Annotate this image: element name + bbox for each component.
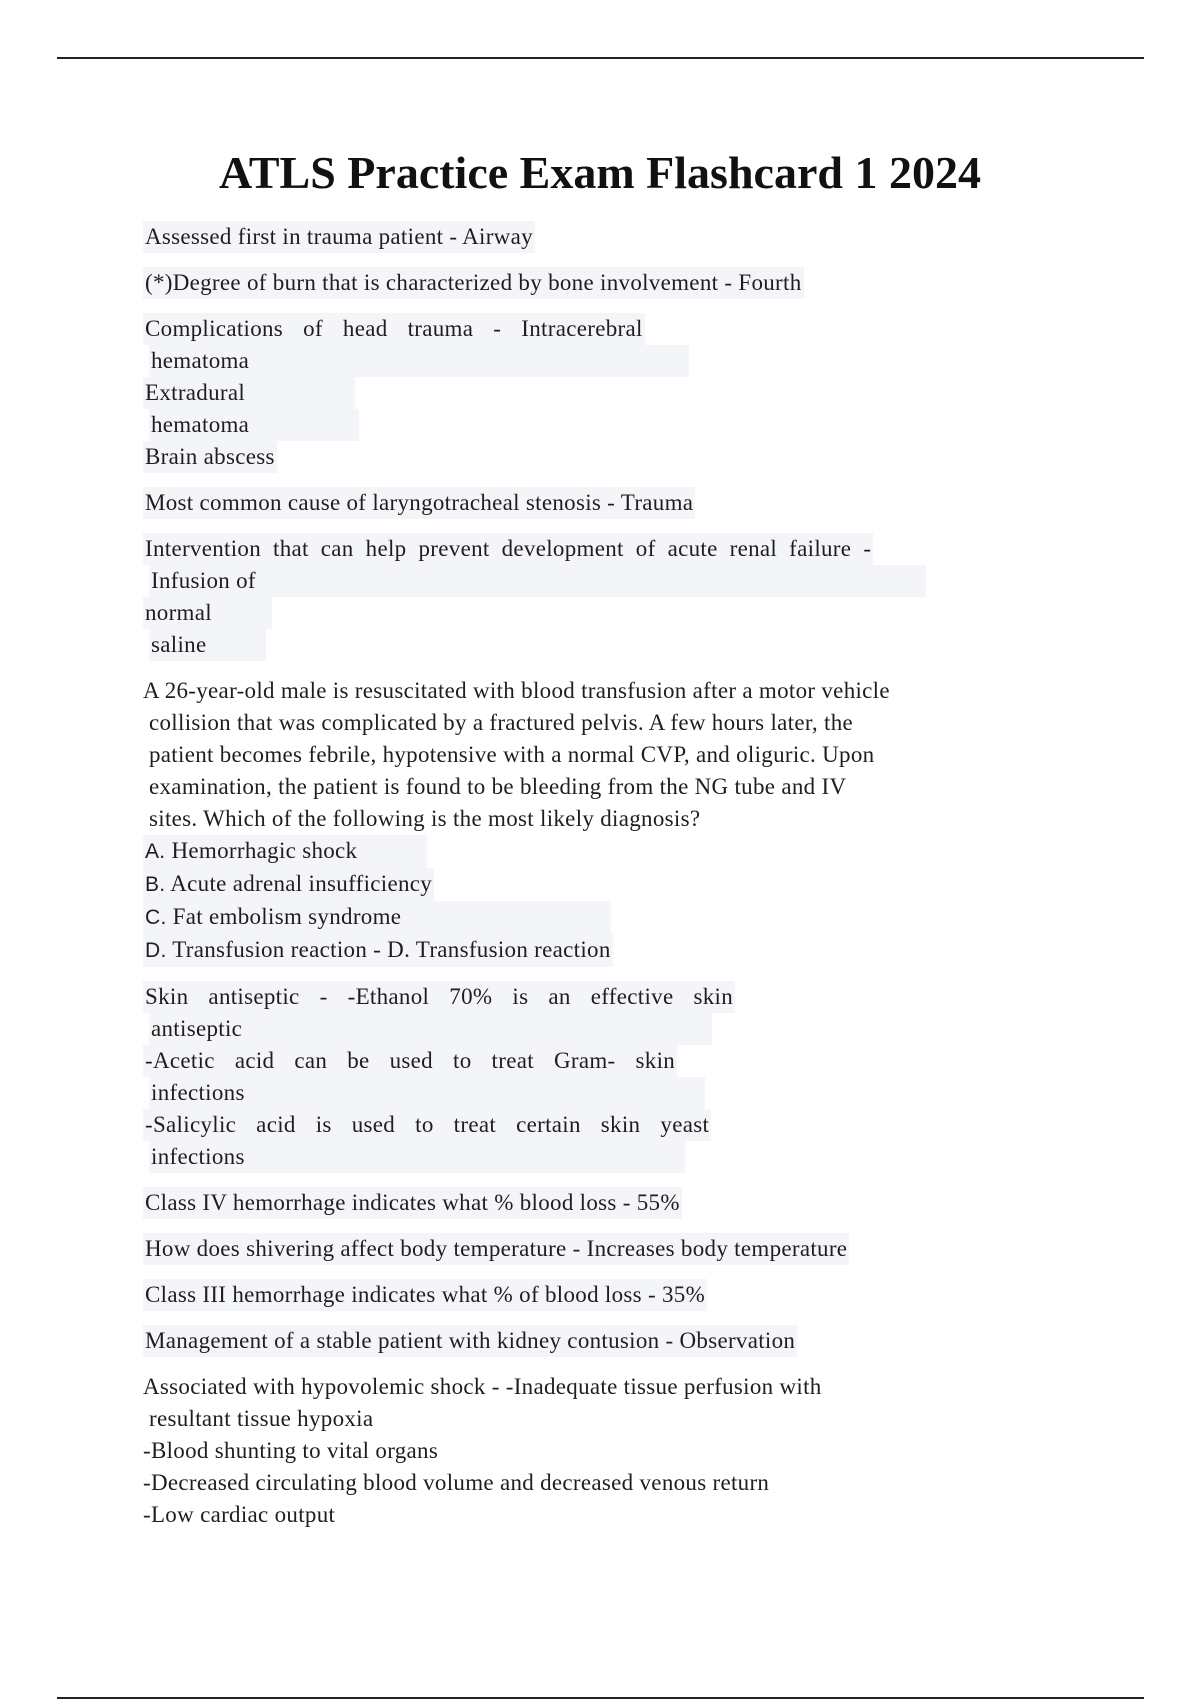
flashcard-2 [143, 267, 1043, 299]
flashcard-10 [143, 1279, 1043, 1311]
flashcard-line: -Blood shunting to vital organs [143, 1438, 439, 1463]
flashcard-line: Associated with hypovolemic shock - -Inadequate tissue perfusion with [143, 1374, 822, 1399]
flashcard-line: infections [149, 1141, 685, 1173]
option-text: Acute adrenal insufficiency [170, 871, 433, 896]
bottom-divider [57, 1697, 1144, 1699]
flashcard-list [143, 221, 1043, 1545]
flashcard-text: Class IV hemorrhage indicates what % blood loss - 55% [143, 1187, 682, 1219]
flashcard-5 [143, 533, 1043, 661]
flashcard-6 [143, 675, 1043, 967]
flashcard-text: Class III hemorrhage indicates what % of blood loss - 35% [143, 1279, 707, 1311]
answer-option-c [143, 901, 1043, 934]
flashcard-3 [143, 313, 1043, 473]
flashcard-line: resultant tissue hypoxia [149, 1406, 374, 1431]
option-text: Hemorrhagic shock [171, 838, 358, 863]
flashcard-line: -Decreased circulating blood volume and decreased venous return [143, 1470, 770, 1495]
flashcard-line: -Low cardiac output [143, 1502, 336, 1527]
question-line: patient becomes febrile, hypotensive with a normal CVP, and oliguric. Upon [149, 742, 875, 767]
flashcard-line: Extradural [143, 377, 355, 409]
page-title: ATLS Practice Exam Flashcard 1 2024 [219, 147, 981, 198]
answer-option-d [143, 934, 1043, 967]
flashcard-line: hematoma [149, 409, 359, 441]
flashcard-text: (*)Degree of burn that is characterized by bone involvement - Fourth [143, 267, 804, 299]
flashcard-line: Brain abscess [143, 441, 277, 473]
flashcard-7 [143, 981, 1043, 1173]
flashcard-9 [143, 1233, 1043, 1265]
flashcard-8 [143, 1187, 1043, 1219]
flashcard-line: -Acetic acid can be used to treat Gram- skin [143, 1045, 677, 1077]
option-text: Transfusion reaction - D. Transfusion reaction [172, 937, 611, 962]
flashcard-line: Complications of head trauma - Intracerebral [143, 313, 645, 345]
question-line: sites. Which of the following is the most likely diagnosis? [149, 806, 701, 831]
flashcard-text: How does shivering affect body temperature - Increases body temperature [143, 1233, 849, 1265]
answer-option-a [143, 835, 1043, 868]
top-divider [57, 57, 1144, 59]
option-letter: B. [145, 873, 166, 896]
flashcard-line: saline [149, 629, 266, 661]
flashcard-line: infections [149, 1077, 705, 1109]
flashcard-line: hematoma [149, 345, 689, 377]
flashcard-line: antiseptic [149, 1013, 712, 1045]
flashcard-line: normal [143, 597, 272, 629]
flashcard-text: Most common cause of laryngotracheal stenosis - Trauma [143, 487, 695, 519]
option-letter: C. [145, 906, 167, 929]
flashcard-line: -Salicylic acid is used to treat certain skin yeast [143, 1109, 711, 1141]
answer-option-b [143, 868, 1043, 901]
option-letter: A. [145, 840, 166, 863]
flashcard-4 [143, 487, 1043, 519]
question-line: examination, the patient is found to be bleeding from the NG tube and IV [149, 774, 847, 799]
flashcard-line: Infusion of [149, 565, 926, 597]
flashcard-line: Skin antiseptic - -Ethanol 70% is an effective skin [143, 981, 735, 1013]
option-letter: D. [145, 939, 167, 962]
flashcard-text: Management of a stable patient with kidney contusion - Observation [143, 1325, 797, 1357]
option-text: Fat embolism syndrome [172, 904, 402, 929]
flashcard-11 [143, 1325, 1043, 1357]
flashcard-text: Assessed first in trauma patient - Airway [143, 221, 535, 253]
question-line: A 26-year-old male is resuscitated with blood transfusion after a motor vehicle [143, 678, 890, 703]
flashcard-1 [143, 221, 1043, 253]
flashcard-12 [143, 1371, 1043, 1531]
flashcard-line: Intervention that can help prevent development of acute renal failure - [143, 533, 873, 565]
question-line: collision that was complicated by a fractured pelvis. A few hours later, the [149, 710, 854, 735]
